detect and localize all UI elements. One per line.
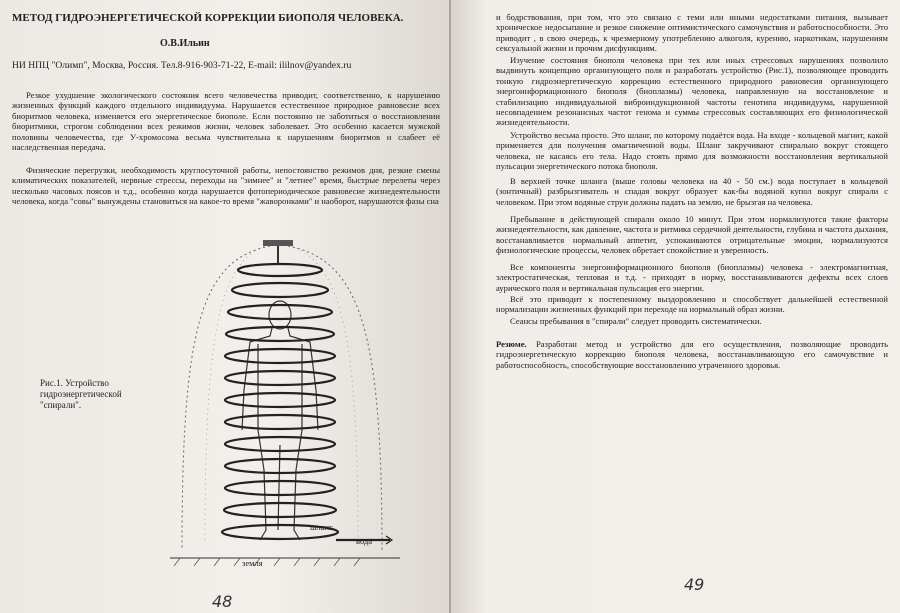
article-title: МЕТОД ГИДРОЭНЕРГЕТИЧЕСКОЙ КОРРЕКЦИИ БИОПОЛЯ ЧЕЛОВЕКА. xyxy=(12,12,404,24)
sprinkler-head xyxy=(263,240,293,246)
ground-hatching xyxy=(174,558,360,566)
left-paragraph-2: Физические перегрузки, необходимость круглосуточной работы, непостоянство режимов дня, резкие смены климатических показателей, нервные стрессы, переходы на "зимнее" и "летнее" время, быстрые перелеты через несколько часовых поясов и т.д., особенно когда нарушается фотопериодическое равновесие жизнедеятельности человека, когда "совы" вынуждены становиться на какое-то время "жаворонками" и наоборот, нарушаются фазы сна xyxy=(12,165,440,207)
ground-label: земля xyxy=(242,558,263,568)
left-page xyxy=(0,0,449,613)
right-paragraph-6: Все компоненты энергоинформационного биополя (биоплазмы) человека - электромагнитная, электростатическая, тепловая и т.д. - приходят в норму, восстанавливаются дефекты всех слоев аурического поля и вертикальная пульсация его энергии. xyxy=(496,262,888,293)
right-paragraph-5: Пребывание в действующей спирали около 10 минут. При этом нормализуются такие факторы жизнедеятельности, как давление, частота и ритмика сердечной деятельности, глубина и частота дыхания, восстанавливается нормальный аппетит, успокаиваются отрицательные эмоции, нормализуются физиологические процессы, человек обретает спокойствие и уверенность. xyxy=(496,214,888,256)
resume-label: Резюме. xyxy=(496,339,527,349)
left-paragraph-1: Резкое ухудшение экологического состояния всего человечества приводит, соответственно, к нарушению жизненных функций каждого отдельного индивидуума. Нарушается естественное природное равновесие всех биоритмов человека, изменяется его энергетическое биополе. Если постоянно не заботиться о восстановлении биоритмики, строгом соблюдении всех режимов жизни, человек заболевает. Это особенно касается мужской половины человечества, где У-хромосома весьма чувствительна к нарушениям биоритмов и слабеет её наследственная передача. xyxy=(12,90,440,153)
resume-block xyxy=(496,339,888,370)
affiliation: НИ НПЦ "Олимп", Москва, Россия. Тел.8-916-903-71-22, E-mail: ililnov@yandex.ru xyxy=(12,60,352,71)
right-paragraph-8: Сеансы пребывания в "спирали" следует проводить систематически. xyxy=(510,316,762,326)
water-label: вода xyxy=(356,536,373,546)
right-paragraph-7: Всё это приводит к постепенному выздоровлению и способствует дальнейшей естественной нормализации жизненных функций при переходе на нормальный образ жизни. xyxy=(496,294,888,315)
page-number-left: 48 xyxy=(212,592,233,611)
page-number-right: 49 xyxy=(684,575,705,594)
spiral-device-figure xyxy=(160,240,410,580)
figure-caption: Рис.1. Устройство гидроэнергетической "спирали". xyxy=(40,378,122,410)
resume-text: Разработан метод и устройство для его осуществления, позволяющие проводить гидроэнергетическую коррекцию биополя человека, восстанавливающую его самочувствие и работоспособность, способствующие восстановлению утраченного здоровья. xyxy=(496,339,888,370)
hose-label: шланг xyxy=(310,522,333,532)
right-paragraph-4: В верхней точке шланга (выше головы человека на 40 - 50 см.) вода поступает в кольцевой (зонтичный) разбрызгиватель и спадая вокруг образует как-бы водяной купол вокруг спирали с человеком. При этом водяные струи должны падать на землю, не брызгая на человека. xyxy=(496,176,888,207)
right-paragraph-2: Изучение состояния биополя человека при тех или иных стрессовых нарушениях позволило выдвинуть концепцию организующего поля и разработать устройство (Рис.1), позволяющее проводить тонкую гидроэнергетическую коррекцию естественного природного равновесия организующего энергоинформационного биополя (биоплазмы) человека, направленную на восстановление и стабилизацию индивидуальной виброиндукционной частоты генотипа индивидуума, нарушенной несовпадением резонансных частот генома и суммы стрессовых составляющих его физиологической жизнедеятельности. xyxy=(496,55,888,128)
spiral-hose xyxy=(222,264,338,539)
right-paragraph-1: и бодрствования, при том, что это связано с теми или иными недостатками питания, вызывает хроническое недосыпание и резкое снижение оптимистического самочувствия и работоспособности. Это приводит , в свою очередь, к чрезмерному употреблению алкоголя, курению, наркотикам, нарушениям сексуальной жизни и прочим дисфункциям. xyxy=(496,12,888,54)
right-paragraph-3: Устройство весьма просто. Это шланг, по которому подаётся вода. На входе - кольцевой магнит, какой применяется для получения омагниченной воды. Шланг закручивают спирально вокруг стоящего человека, не касаясь его тела. Надо стоять прямо для возможности восстановления вертикальной пульсации энергетического потока биополя. xyxy=(496,130,888,172)
spiral-illustration xyxy=(160,240,410,580)
author-name: О.В.Ильин xyxy=(160,38,210,49)
